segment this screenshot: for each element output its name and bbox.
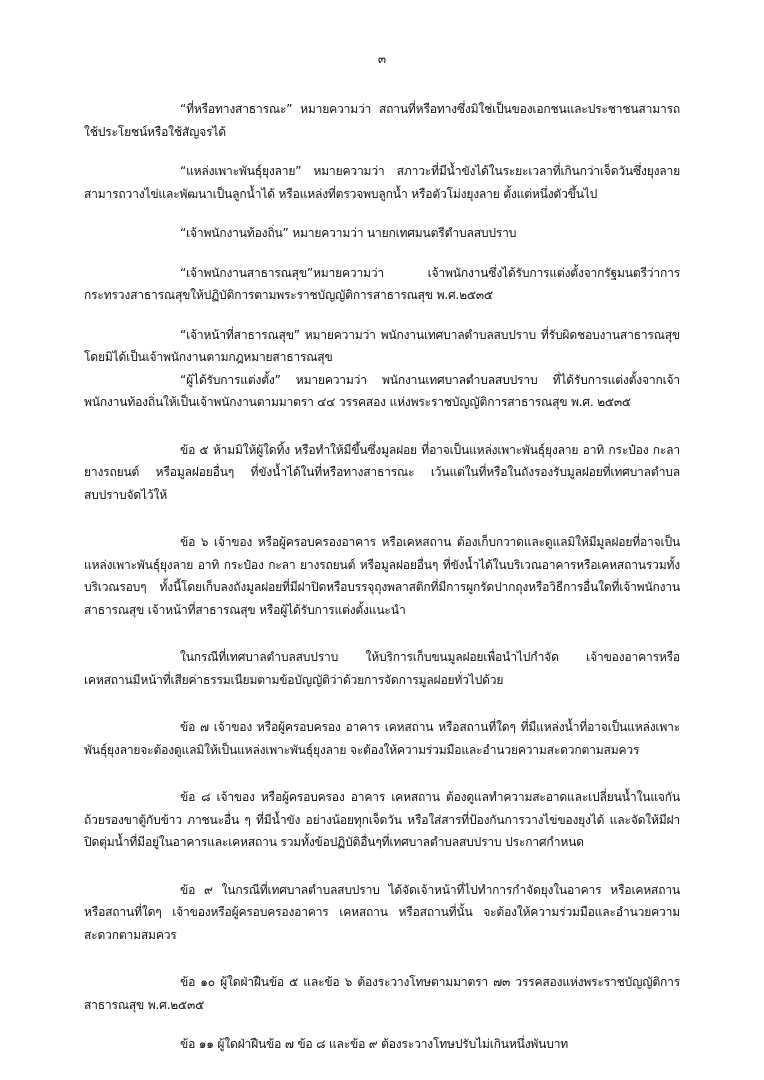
definition-local-official: “เจ้าพนักงานท้องถิ่น” หมายความว่า นายกเทศมนตรีตำบลสบปราบ	[180, 226, 517, 240]
definition-appointee: “ผู้ได้รับการแต่งตั้ง” หมายความว่า พนักงานเทศบาลตำบลสบปราบ ที่ได้รับการแต่งตั้งจากเจ้าพนักงานท้องถิ่นให้เป็นเจ้าพนักงานตามมาตรา ๔๔ วรรคสอง แห่งพระราชบัญญัติการสาธารณสุข พ.ศ. ๒๕๓๕	[84, 372, 680, 409]
page-number: ๓	[377, 52, 387, 66]
definition-health-staff: “เจ้าหน้าที่สาธารณสุข” หมายความว่า พนักงานเทศบาลตำบลสบปราบ ที่รับผิดชอบงานสาธารณสุข โดยมิได้เป็นเจ้าพนักงานตามกฎหมายสาธารณสุข	[84, 327, 680, 364]
clause-11: ข้อ ๑๑ ผู้ใดฝ่าฝืนข้อ ๗ ข้อ ๘ และข้อ ๙ ต้องระวางโทษปรับไม่เกินหนึ่งพันบาท	[180, 1037, 569, 1051]
definition-breeding-source: “แหล่งเพาะพันธุ์ยุงลาย” หมายความว่า สภาวะที่มีน้ำขังได้ในระยะเวลาที่เกินกว่าเจ็ดวันซึ่งยุงลายสามารถวางไข่และพัฒนาเป็นลูกน้ำได้ หรือแหล่งที่ตรวจพบลูกน้ำ หรือตัวโม่งยุงลาย ตั้งแต่หนึ่งตัวขึ้นไป	[84, 164, 680, 201]
clause-6: ข้อ ๖ เจ้าของ หรือผู้ครอบครองอาคาร หรือเคหสถาน ต้องเก็บกวาดและดูแลมิให้มีมูลฝอยที่อาจเป็นแหล่งเพาะพันธุ์ยุงลาย อาทิ กระป๋อง กะลา ยางรถยนต์ หรือมูลฝอยอื่นๆ ที่ขังน้ำได้ในบริเวณอาคารหรือเคหสถานรวมทั้งบริเวณรอบๆ ทั้งนี้โดยเก็บลงถังมูลฝอยที่มีฝาปิดหรือบรรจุถุงพลาสติกที่มีการผูกรัดปากถุงหรือวิธีการอื่นใดที่เจ้าพนักงานสาธารณสุข เจ้าหน้าที่สาธารณสุข หรือผู้ได้รับการแต่งตั้งแนะนำ	[84, 535, 680, 617]
document-body	[84, 98, 680, 1056]
clause-7: ข้อ ๗ เจ้าของ หรือผู้ครอบครอง อาคาร เคหสถาน หรือสถานที่ใดๆ ที่มีแหล่งน้ำที่อาจเป็นแหล่งเพาะพันธุ์ยุงลายจะต้องดูแลมิให้เป็นแหล่งเพาะพันธุ์ยุงลาย จะต้องให้ความร่วมมือและอำนวยความสะดวกตามสมควร	[84, 720, 680, 757]
definition-health-official: “เจ้าพนักงานสาธารณสุข”หมายความว่า เจ้าพนักงานซึ่งได้รับการแต่งตั้งจากรัฐมนตรีว่าการกระทรวงสาธารณสุขให้ปฏิบัติการตามพระราชบัญญัติการสาธารณสุข พ.ศ.๒๕๓๕	[84, 265, 680, 302]
definition-public-place: “ที่หรือทางสาธารณะ” หมายความว่า สถานที่หรือทางซึ่งมิใช่เป็นของเอกชนและประชาชนสามารถใช้ประโยชน์หรือใช้สัญจรได้	[84, 102, 680, 139]
clause-8: ข้อ ๘ เจ้าของ หรือผู้ครอบครอง อาคาร เคหสถาน ต้องดูแลทำความสะอาดและเปลี่ยนน้ำในแจกันถ้วยรองขาตู้กับข้าว ภาชนะอื่น ๆ ที่มีน้ำขัง อย่างน้อยทุกเจ็ดวัน หรือใส่สารที่ป้องกันการวางไข่ของยุงได้ และจัดให้มีฝาปิดตุ่มน้ำที่มีอยู่ในอาคารและเคหสถาน รวมทั้งข้อปฏิบัติอื่นๆที่เทศบาลตำบลสบปราบ ประกาศกำหนด	[84, 790, 680, 849]
clause-6-fee-paragraph: ในกรณีที่เทศบาลตำบลสบปราบ ให้บริการเก็บขนมูลฝอยเพื่อนำไปกำจัด เจ้าของอาคารหรือเคหสถานมีหน้าที่เสียค่าธรรมเนียมตามข้อบัญญัติว่าด้วยการจัดการมูลฝอยทั่วไปด้วย	[84, 650, 680, 687]
clause-10: ข้อ ๑๐ ผู้ใดฝ่าฝืนข้อ ๕ และข้อ ๖ ต้องระวางโทษตามมาตรา ๗๓ วรรคสองแห่งพระราชบัญญัติการสาธารณสุข พ.ศ.๒๕๓๕	[84, 975, 680, 1012]
clause-9: ข้อ ๙ ในกรณีที่เทศบาลตำบลสบปราบ ได้จัดเจ้าหน้าที่ไปทำการกำจัดยุงในอาคาร หรือเคหสถาน หรือสถานที่ใดๆ เจ้าของหรือผู้ครอบครองอาคาร เคหสถาน หรือสถานที่นั้น จะต้องให้ความร่วมมือและอำนวยความสะดวกตามสมควร	[84, 882, 680, 942]
clause-5: ข้อ ๕ ห้ามมิให้ผู้ใดทิ้ง หรือทำให้มีขึ้นซึ่งมูลฝอย ที่อาจเป็นแหล่งเพาะพันธุ์ยุงลาย อาทิ กระป๋อง กะลา ยางรถยนต์ หรือมูลฝอยอื่นๆ ที่ขังน้ำได้ในที่หรือทางสาธารณะ เว้นแต่ในที่หรือในถังรองรับมูลฝอยที่เทศบาลตำบลสบปราบจัดไว้ให้	[84, 442, 680, 502]
